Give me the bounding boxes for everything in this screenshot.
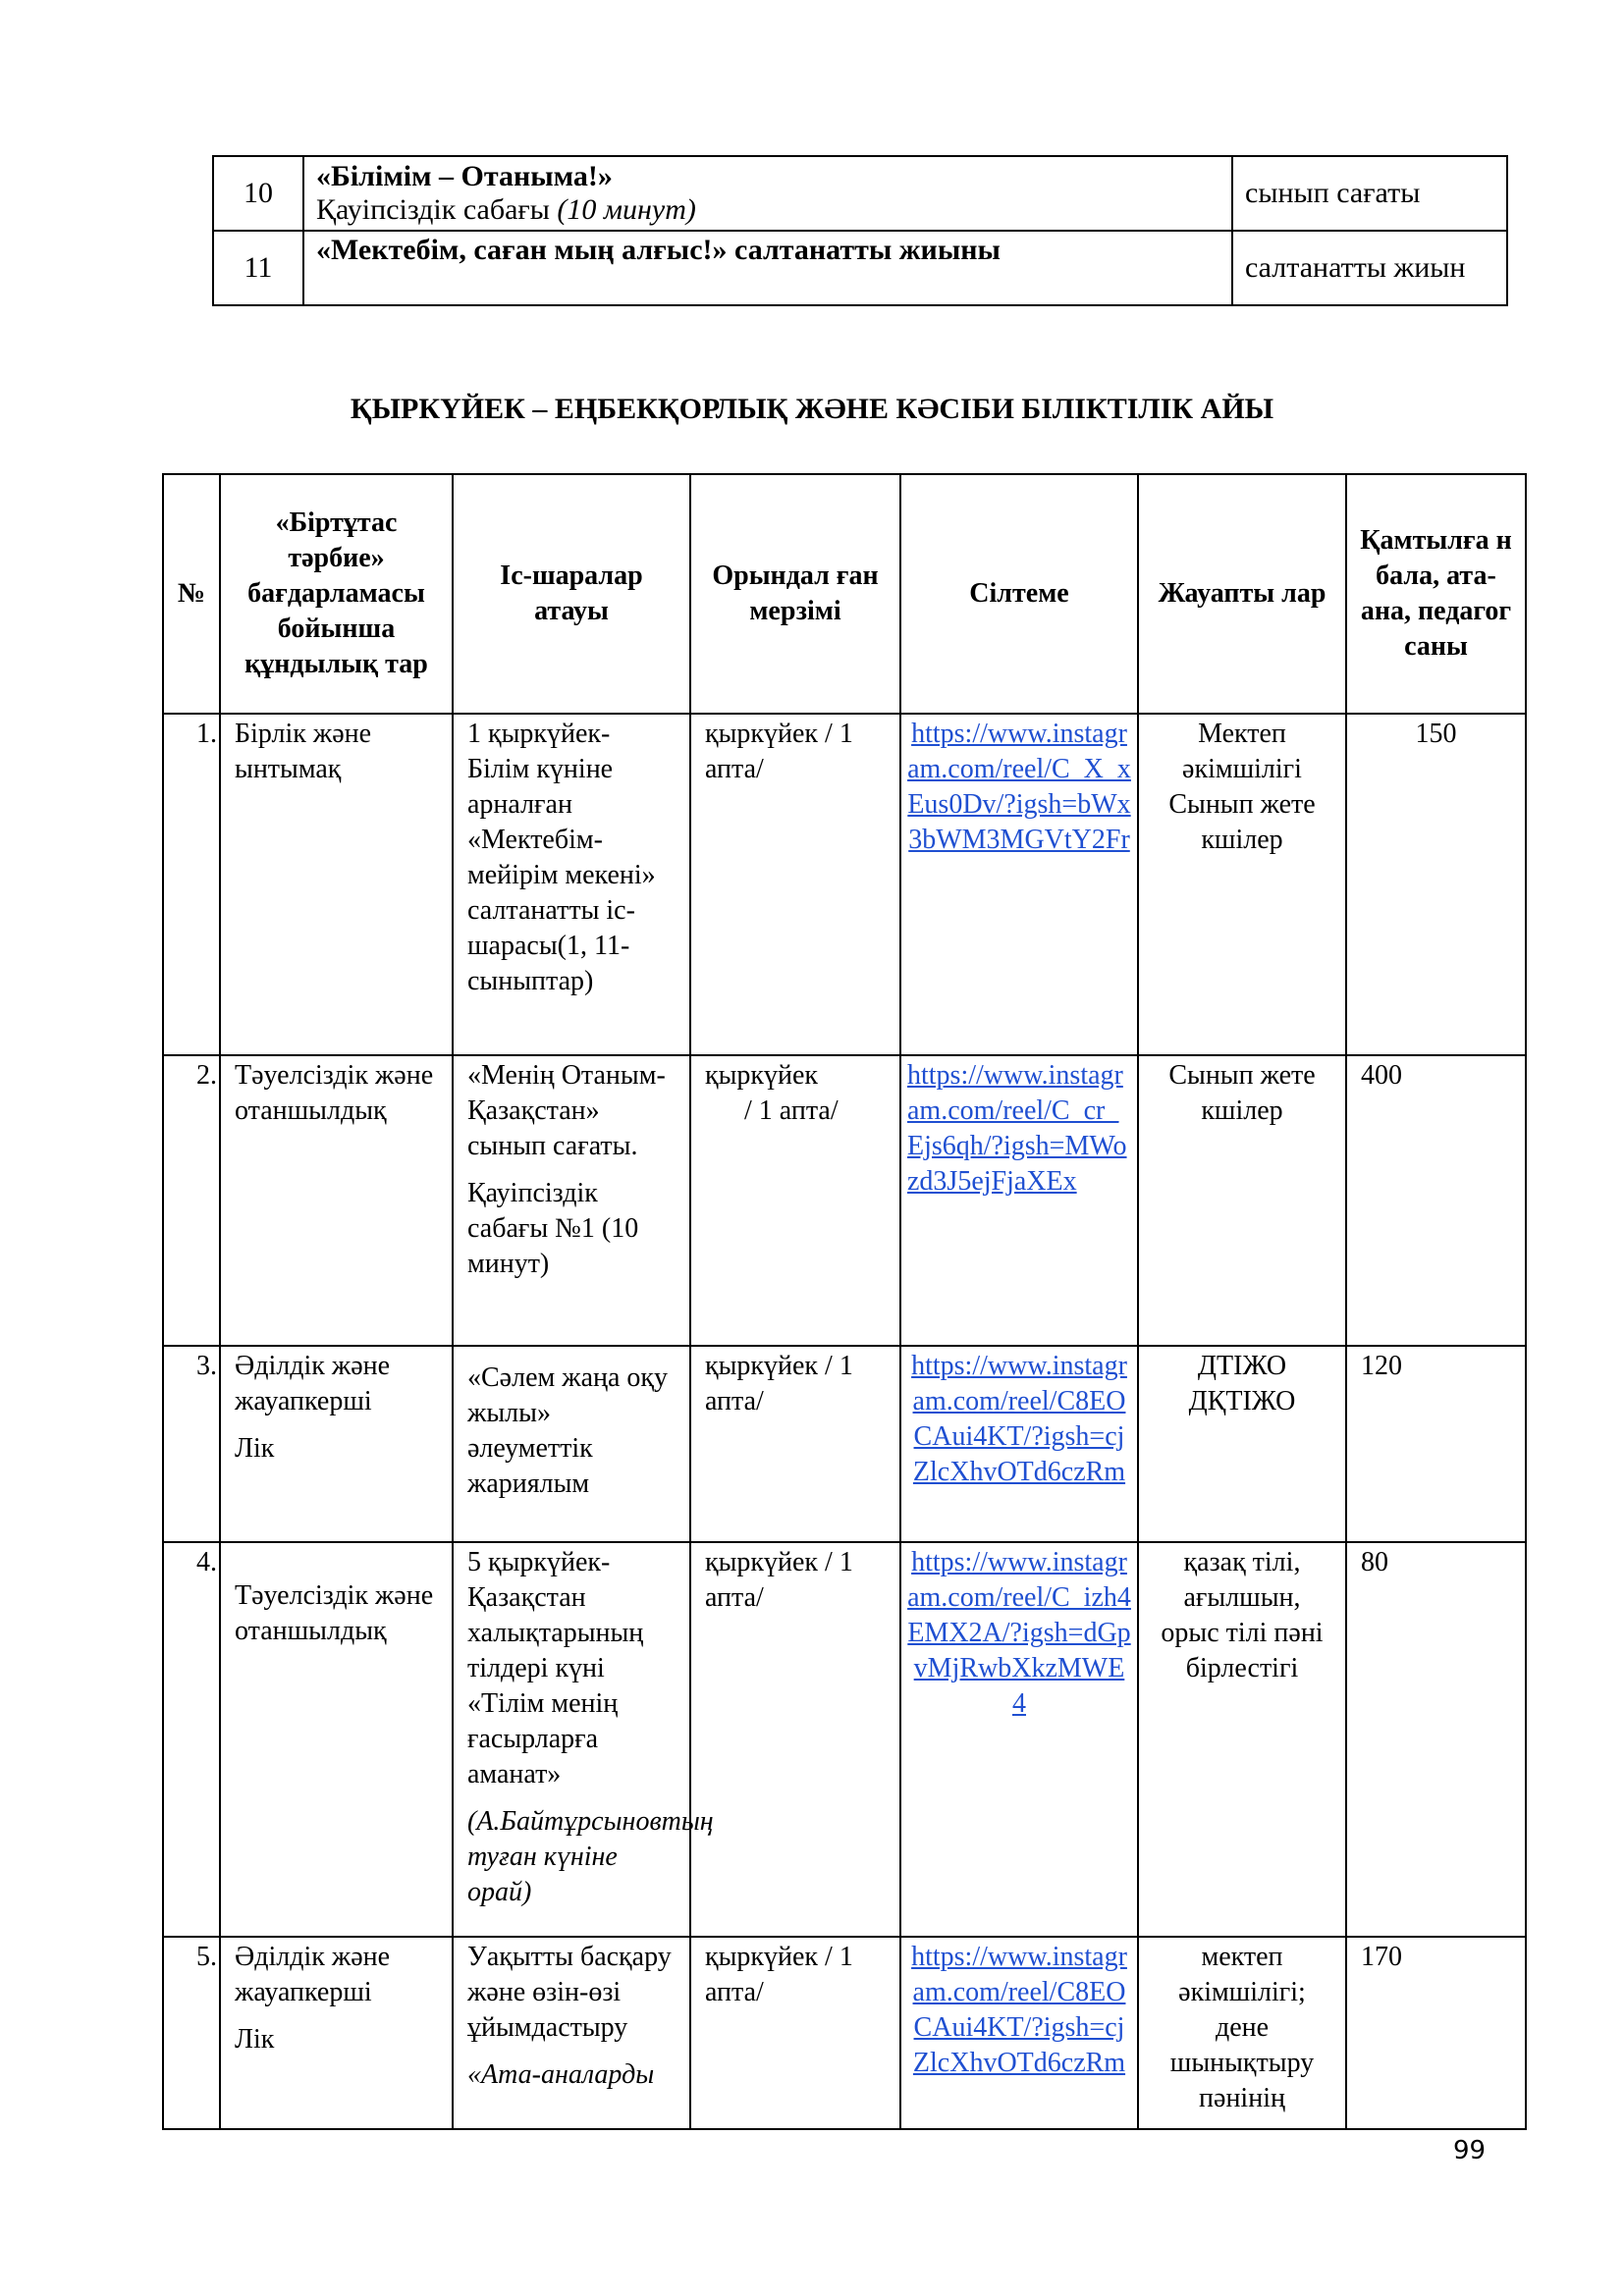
value-cell — [220, 1542, 453, 1937]
event-cell — [453, 1346, 690, 1542]
event-cell — [303, 231, 1232, 305]
header-num: № — [163, 474, 220, 714]
responsible-cell: Мектеп әкімшілігі Сынып жете кшілер — [1138, 714, 1346, 1055]
section-title: ҚЫРКҮЙЕК – ЕҢБЕКҚОРЛЫҚ ЖӘНЕ КӘСІБИ БІЛІКТІЛІК АЙЫ — [350, 393, 1274, 425]
date-month: қыркүйек — [705, 1060, 819, 1091]
september-events-table — [162, 473, 1527, 2130]
date-cell — [690, 1055, 900, 1346]
date-week: / 1 апта/ — [744, 1095, 839, 1126]
page-number: 99 — [1453, 2136, 1487, 2165]
event-cell — [453, 1542, 714, 1937]
event-cell — [303, 156, 1232, 231]
responsible-cell: мектеп әкімшілігі; дене шынықтыру пәнінің — [1138, 1937, 1346, 2129]
count-cell: 150 — [1346, 714, 1526, 1055]
responsible-cell: ДТІЖО ДҚТІЖО — [1138, 1346, 1346, 1542]
instagram-link[interactable]: https://www.instagram.com/reel/C8EOCAui4KT/?igsh=cjZlcXhvOTd6czRm — [900, 1346, 1138, 1542]
event-text: Уақытты басқару және өзін-өзі ұйымдастыру — [467, 1942, 672, 2043]
header-event: Іс-шаралар атауы — [453, 474, 690, 714]
instagram-link[interactable]: https://www.instagram.com/reel/C_izh4EMX2A/?igsh=dGpvMjRwbXkzMWE4 — [900, 1542, 1138, 1937]
event-type: салтанатты жиын — [1232, 231, 1507, 305]
header-values: «Біртұтас тәрбие» бағдарламасы бойынша құндылық тар — [220, 474, 453, 714]
value-text-2: Лік — [235, 1433, 275, 1464]
value-text-2: Лік — [235, 2024, 275, 2055]
count-cell: 120 — [1346, 1346, 1526, 1542]
row-number: 1. — [163, 714, 220, 1055]
table-row — [213, 156, 1507, 231]
event-cell — [453, 1937, 690, 2129]
count-cell: 80 — [1346, 1542, 1526, 1937]
table-row — [163, 714, 1526, 1055]
table-row — [163, 1055, 1526, 1346]
event-cell — [453, 1055, 690, 1346]
header-covered: Қамтылға н бала, ата-ана, педагог саны — [1346, 474, 1526, 714]
event-subtitle: Қауіпсіздік сабағы (10 минут) — [316, 193, 696, 226]
instagram-link[interactable]: https://www.instagram.com/reel/C_X_xEus0Dv/?igsh=bWx3bWM3MGVtY2Fr — [900, 714, 1138, 1055]
row-number: 10 — [213, 156, 303, 231]
event-title: «Білімім – Отаныма!» — [316, 160, 613, 192]
row-number: 11 — [213, 231, 303, 305]
event-cell: 1 қыркүйек- Білім күніне арналған «Мектебім- мейірім мекені» салтанатты іс- шарасы(1, 11- сыныптар) — [453, 714, 690, 1055]
value-cell: Бірлік және ынтымақ — [220, 714, 453, 1055]
event-title: «Мектебім, саған мың алғыс!» салтанатты жиыны — [316, 234, 1001, 266]
row-number: 4. — [163, 1542, 220, 1937]
event-note: «Ата-аналарды — [467, 2059, 655, 2090]
value-text: Әділдік және жауапкерші — [235, 1351, 391, 1416]
event-text: «Сәлем жаңа оқу жылы» әлеуметтік жариялым — [467, 1362, 669, 1499]
event-text: 5 қыркүйек- Қазақстан халықтарының тілдері күні «Тілім менің ғасырларға аманат» — [467, 1547, 644, 1789]
event-note: (А.Байтұрсыновтың туған күніне орай) — [467, 1806, 714, 1907]
instagram-link[interactable]: https://www.instagram.com/reel/C8EOCAui4KT/?igsh=cjZlcXhvOTd6czRm — [900, 1937, 1138, 2129]
table-row — [163, 1542, 1526, 1937]
row-number: 3. — [163, 1346, 220, 1542]
date-cell: қыркүйек / 1 апта/ — [690, 1937, 900, 2129]
responsible-cell: Сынып жете кшілер — [1138, 1055, 1346, 1346]
value-text: Әділдік және жауапкерші — [235, 1942, 391, 2007]
top-events-table — [212, 155, 1508, 306]
count-cell: 170 — [1346, 1937, 1526, 2129]
value-cell: Тәуелсіздік және отаншылдық — [220, 1055, 453, 1346]
date-cell: қыркүйек / 1 апта/ — [690, 1542, 900, 1937]
header-date: Орындал ған мерзімі — [690, 474, 900, 714]
row-number: 5. — [163, 1937, 220, 2129]
date-cell: қыркүйек / 1 апта/ — [690, 714, 900, 1055]
table-row — [213, 231, 1507, 305]
table-row — [163, 1346, 1526, 1542]
value-text: Тәуелсіздік және отаншылдық — [235, 1580, 434, 1646]
event-type: сынып сағаты — [1232, 156, 1507, 231]
row-number: 2. — [163, 1055, 220, 1346]
header-link: Сілтеме — [900, 474, 1138, 714]
date-cell: қыркүйек / 1 апта/ — [690, 1346, 900, 1542]
header-responsible: Жауапты лар — [1138, 474, 1346, 714]
value-cell — [220, 1937, 453, 2129]
event-text-2: Қауіпсіздік сабағы №1 (10 минут) — [467, 1178, 639, 1279]
responsible-cell: қазақ тілі, ағылшын, орыс тілі пәні бірлестігі — [1138, 1542, 1346, 1937]
table-row — [163, 1937, 1526, 2129]
instagram-link[interactable]: https://www.instagram.com/reel/C_cr_Ejs6qh/?igsh=MWozd3J5ejFjaXEx — [900, 1055, 1138, 1346]
count-cell: 400 — [1346, 1055, 1526, 1346]
value-cell — [220, 1346, 453, 1542]
event-text: «Менің Отаным- Қазақстан» сынып сағаты. — [467, 1060, 666, 1161]
header-row — [163, 474, 1526, 714]
